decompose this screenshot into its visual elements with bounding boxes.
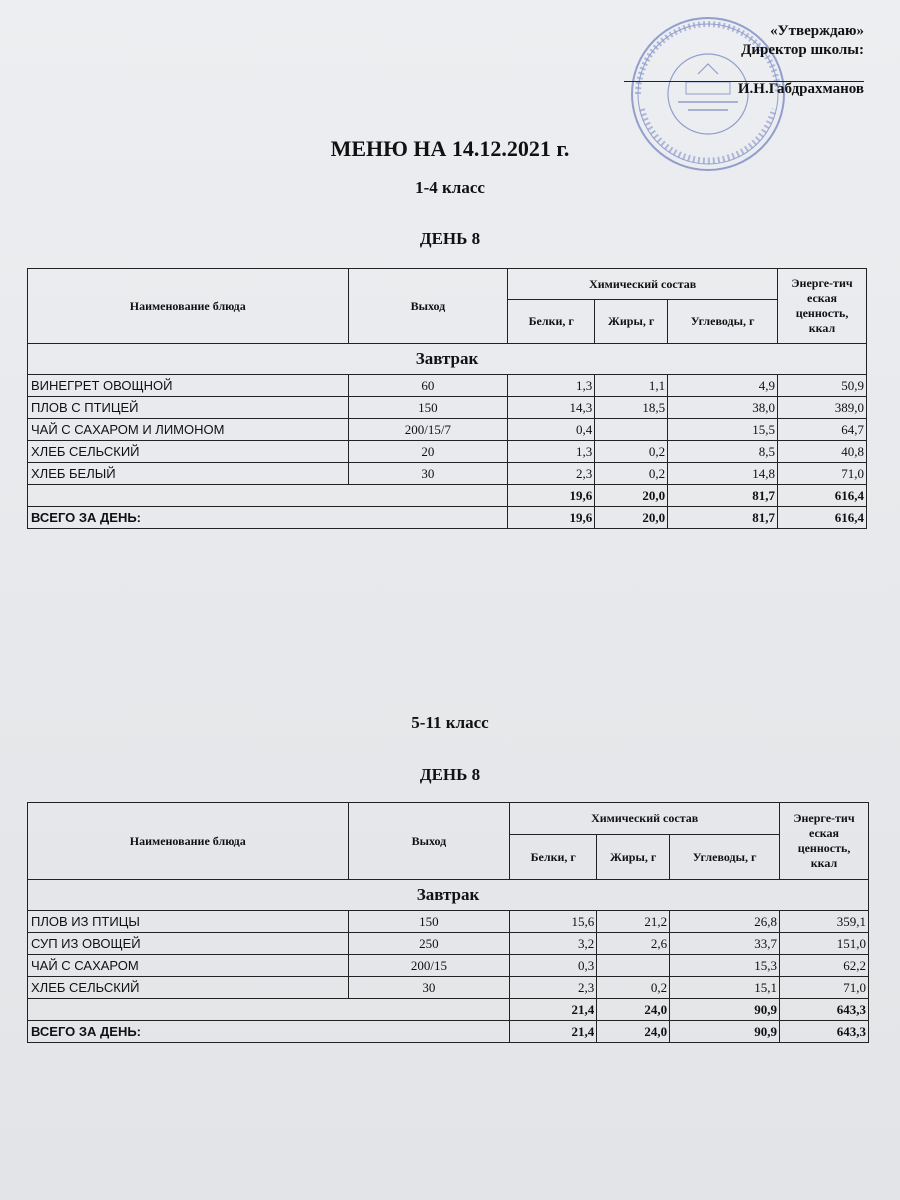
total-row bbox=[28, 1021, 869, 1043]
signatory-name: И.Н.Габдрахманов bbox=[737, 81, 864, 97]
dish-carbs: 14,8 bbox=[668, 463, 778, 485]
dish-protein: 0,3 bbox=[510, 955, 597, 977]
dish-output: 150 bbox=[348, 911, 510, 933]
dish-kcal: 64,7 bbox=[778, 419, 867, 441]
menu-table-2 bbox=[27, 802, 869, 1043]
subtotal-carbs: 81,7 bbox=[668, 485, 778, 507]
total-protein: 21,4 bbox=[510, 1021, 597, 1043]
header-chem: Химический состав bbox=[510, 803, 780, 835]
total-fat: 20,0 bbox=[595, 507, 668, 529]
header-carbs: Углеводы, г bbox=[670, 835, 780, 880]
dish-output: 60 bbox=[348, 375, 508, 397]
dish-output: 30 bbox=[348, 463, 508, 485]
dish-protein: 3,2 bbox=[510, 933, 597, 955]
subtotal-row bbox=[28, 999, 869, 1021]
dish-carbs: 15,3 bbox=[670, 955, 780, 977]
dish-output: 200/15/7 bbox=[348, 419, 508, 441]
subtotal-protein: 19,6 bbox=[508, 485, 595, 507]
page-title: МЕНЮ НА 14.12.2021 г. bbox=[330, 136, 570, 161]
table-row bbox=[28, 397, 867, 419]
total-label: ВСЕГО ЗА ДЕНЬ: bbox=[28, 1021, 510, 1043]
dish-name: СУП ИЗ ОВОЩЕЙ bbox=[28, 933, 349, 955]
dish-name: ПЛОВ С ПТИЦЕЙ bbox=[28, 397, 349, 419]
header-output: Выход bbox=[348, 269, 508, 344]
header-fat: Жиры, г bbox=[595, 300, 668, 344]
header-chem: Химический состав bbox=[508, 269, 778, 300]
table-row bbox=[28, 375, 867, 397]
dish-kcal: 40,8 bbox=[778, 441, 867, 463]
dish-kcal: 71,0 bbox=[780, 977, 869, 999]
dish-carbs: 15,5 bbox=[668, 419, 778, 441]
dish-output: 200/15 bbox=[348, 955, 510, 977]
header-output: Выход bbox=[348, 803, 510, 880]
dish-carbs: 15,1 bbox=[670, 977, 780, 999]
table-row bbox=[28, 441, 867, 463]
dish-kcal: 151,0 bbox=[780, 933, 869, 955]
dish-carbs: 4,9 bbox=[668, 375, 778, 397]
dish-kcal: 50,9 bbox=[778, 375, 867, 397]
dish-protein: 1,3 bbox=[508, 441, 595, 463]
dish-output: 150 bbox=[348, 397, 508, 419]
header-energy: Энерге-тич еская ценность, ккал bbox=[780, 803, 869, 880]
total-row bbox=[28, 507, 867, 529]
table-row bbox=[28, 933, 869, 955]
dish-fat bbox=[597, 955, 670, 977]
table-row bbox=[28, 977, 869, 999]
signature-line bbox=[624, 81, 864, 100]
dish-name: ЧАЙ С САХАРОМ И ЛИМОНОМ bbox=[28, 419, 349, 441]
subtotal-fat: 20,0 bbox=[595, 485, 668, 507]
subtotal-blank bbox=[28, 999, 510, 1021]
subtotal-kcal: 616,4 bbox=[778, 485, 867, 507]
dish-name: ВИНЕГРЕТ ОВОЩНОЙ bbox=[28, 375, 349, 397]
dish-fat: 0,2 bbox=[595, 463, 668, 485]
dish-name: ХЛЕБ БЕЛЫЙ bbox=[28, 463, 349, 485]
subtotal-blank bbox=[28, 485, 508, 507]
approval-heading: «Утверждаю» bbox=[770, 23, 864, 39]
subtotal-kcal: 643,3 bbox=[780, 999, 869, 1021]
table-row bbox=[28, 955, 869, 977]
day-heading-2: ДЕНЬ 8 bbox=[419, 765, 481, 784]
grade-heading-1: 1-4 класс bbox=[415, 178, 485, 197]
dish-output: 250 bbox=[348, 933, 510, 955]
dish-carbs: 33,7 bbox=[670, 933, 780, 955]
dish-fat: 2,6 bbox=[597, 933, 670, 955]
header-fat: Жиры, г bbox=[597, 835, 670, 880]
dish-fat: 18,5 bbox=[595, 397, 668, 419]
total-protein: 19,6 bbox=[508, 507, 595, 529]
dish-name: ЧАЙ С САХАРОМ bbox=[28, 955, 349, 977]
dish-protein: 0,4 bbox=[508, 419, 595, 441]
subtotal-protein: 21,4 bbox=[510, 999, 597, 1021]
dish-protein: 2,3 bbox=[510, 977, 597, 999]
subtotal-fat: 24,0 bbox=[597, 999, 670, 1021]
dish-carbs: 8,5 bbox=[668, 441, 778, 463]
dish-fat: 0,2 bbox=[595, 441, 668, 463]
dish-protein: 2,3 bbox=[508, 463, 595, 485]
dish-protein: 15,6 bbox=[510, 911, 597, 933]
header-carbs: Углеводы, г bbox=[668, 300, 778, 344]
dish-fat: 0,2 bbox=[597, 977, 670, 999]
header-dish: Наименование блюда bbox=[28, 269, 349, 344]
day-heading-1: ДЕНЬ 8 bbox=[419, 229, 481, 248]
total-carbs: 90,9 bbox=[670, 1021, 780, 1043]
subtotal-row bbox=[28, 485, 867, 507]
approval-position: Директор школы: bbox=[741, 42, 864, 58]
table-row bbox=[28, 419, 867, 441]
total-fat: 24,0 bbox=[597, 1021, 670, 1043]
menu-table-1 bbox=[27, 268, 867, 529]
meal-label: Завтрак bbox=[28, 880, 869, 911]
header-energy: Энерге-тич еская ценность, ккал bbox=[778, 269, 867, 344]
dish-protein: 1,3 bbox=[508, 375, 595, 397]
dish-output: 30 bbox=[348, 977, 510, 999]
dish-carbs: 38,0 bbox=[668, 397, 778, 419]
dish-kcal: 389,0 bbox=[778, 397, 867, 419]
dish-kcal: 62,2 bbox=[780, 955, 869, 977]
header-protein: Белки, г bbox=[510, 835, 597, 880]
header-dish: Наименование блюда bbox=[28, 803, 349, 880]
dish-output: 20 bbox=[348, 441, 508, 463]
dish-protein: 14,3 bbox=[508, 397, 595, 419]
subtotal-carbs: 90,9 bbox=[670, 999, 780, 1021]
total-kcal: 643,3 bbox=[780, 1021, 869, 1043]
grade-heading-2: 5-11 класс bbox=[411, 713, 489, 732]
dish-carbs: 26,8 bbox=[670, 911, 780, 933]
dish-fat: 21,2 bbox=[597, 911, 670, 933]
dish-kcal: 359,1 bbox=[780, 911, 869, 933]
table-row bbox=[28, 463, 867, 485]
dish-fat: 1,1 bbox=[595, 375, 668, 397]
dish-kcal: 71,0 bbox=[778, 463, 867, 485]
dish-name: ХЛЕБ СЕЛЬСКИЙ bbox=[28, 977, 349, 999]
header-protein: Белки, г bbox=[508, 300, 595, 344]
total-carbs: 81,7 bbox=[668, 507, 778, 529]
table-row bbox=[28, 911, 869, 933]
total-kcal: 616,4 bbox=[778, 507, 867, 529]
dish-name: ПЛОВ ИЗ ПТИЦЫ bbox=[28, 911, 349, 933]
meal-label: Завтрак bbox=[28, 344, 867, 375]
dish-name: ХЛЕБ СЕЛЬСКИЙ bbox=[28, 441, 349, 463]
approval-block bbox=[624, 22, 864, 100]
total-label: ВСЕГО ЗА ДЕНЬ: bbox=[28, 507, 508, 529]
dish-fat bbox=[595, 419, 668, 441]
